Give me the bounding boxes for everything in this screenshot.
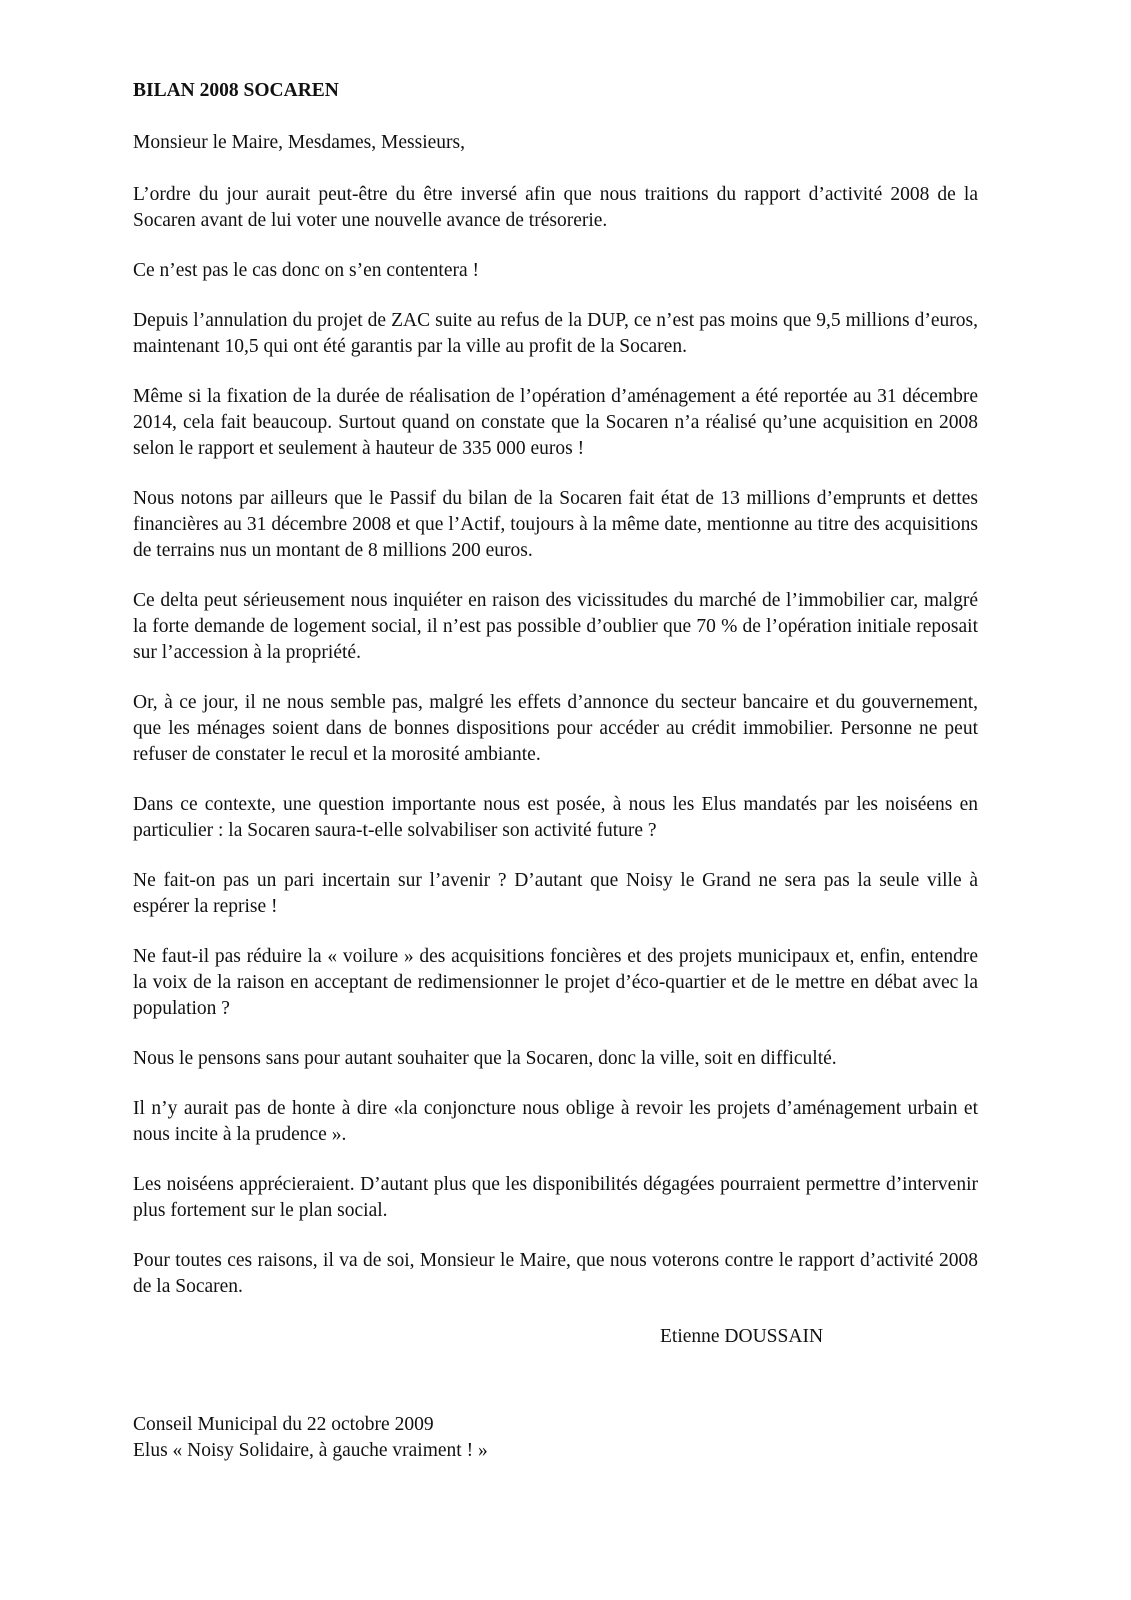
document-title: BILAN 2008 SOCAREN <box>133 80 339 101</box>
paragraph: Ne fait-on pas un pari incertain sur l’avenir ? D’autant que Noisy le Grand ne sera pas la seule ville à espérer la reprise ! <box>133 870 978 917</box>
paragraph: Ce n’est pas le cas donc on s’en contentera ! <box>133 260 479 281</box>
paragraph: Nous notons par ailleurs que le Passif du bilan de la Socaren fait état de 13 millions d’emprunts et dettes financières au 31 décembre 2008 et que l’Actif, toujours à la même date, mentionne au titre des acquisitions de terrains nus un montant de 8 millions 200 euros. <box>133 488 978 561</box>
paragraph: Les noiséens apprécieraient. D’autant plus que les disponibilités dégagées pourraient permettre d’intervenir plus fortement sur le plan social. <box>133 1174 978 1221</box>
salutation: Monsieur le Maire, Mesdames, Messieurs, <box>133 132 465 153</box>
paragraph: Il n’y aurait pas de honte à dire «la conjoncture nous oblige à revoir les projets d’aménagement urbain et nous incite à la prudence ». <box>133 1098 978 1145</box>
paragraph: Dans ce contexte, une question importante nous est posée, à nous les Elus mandatés par les noiséens en particulier : la Socaren saura-t-elle solvabiliser son activité future ? <box>133 794 978 841</box>
paragraph: L’ordre du jour aurait peut-être du être inversé afin que nous traitions du rapport d’activité 2008 de la Socaren avant de lui voter une nouvelle avance de trésorerie. <box>133 184 978 231</box>
paragraph: Ne faut-il pas réduire la « voilure » des acquisitions foncières et des projets municipaux et, enfin, entendre la voix de la raison en acceptant de redimensionner le projet d’éco-quartier et de le mettre en débat avec la population ? <box>133 946 978 1019</box>
paragraph: Nous le pensons sans pour autant souhaiter que la Socaren, donc la ville, soit en difficulté. <box>133 1048 837 1069</box>
paragraph: Or, à ce jour, il ne nous semble pas, malgré les effets d’annonce du secteur bancaire et du gouvernement, que les ménages soient dans de bonnes dispositions pour accéder au crédit immobilier. Personne ne peut refuser de constater le recul et la morosité ambiante. <box>133 692 978 765</box>
paragraph: Depuis l’annulation du projet de ZAC suite au refus de la DUP, ce n’est pas moins que 9,5 millions d’euros, maintenant 10,5 qui ont été garantis par la ville au profit de la Socaren. <box>133 310 978 357</box>
document-footer <box>133 1412 978 1464</box>
paragraph: Même si la fixation de la durée de réalisation de l’opération d’aménagement a été reportée au 31 décembre 2014, cela fait beaucoup. Surtout quand on constate que la Socaren n’a réalisé qu’une acquisition en 2008 selon le rapport et seulement à hauteur de 335 000 euros ! <box>133 386 978 459</box>
signature: Etienne DOUSSAIN <box>660 1326 824 1347</box>
paragraph: Pour toutes ces raisons, il va de soi, Monsieur le Maire, que nous voterons contre le rapport d’activité 2008 de la Socaren. <box>133 1250 978 1297</box>
footer-meeting: Conseil Municipal du 22 octobre 2009 <box>133 1414 434 1435</box>
paragraph: Ce delta peut sérieusement nous inquiéter en raison des vicissitudes du marché de l’immobilier car, malgré la forte demande de logement social, il n’est pas possible d’oublier que 70 % de l’opération initiale reposait sur l’accession à la propriété. <box>133 590 978 663</box>
footer-group: Elus « Noisy Solidaire, à gauche vraiment ! » <box>133 1440 488 1461</box>
document-page <box>133 78 978 1464</box>
